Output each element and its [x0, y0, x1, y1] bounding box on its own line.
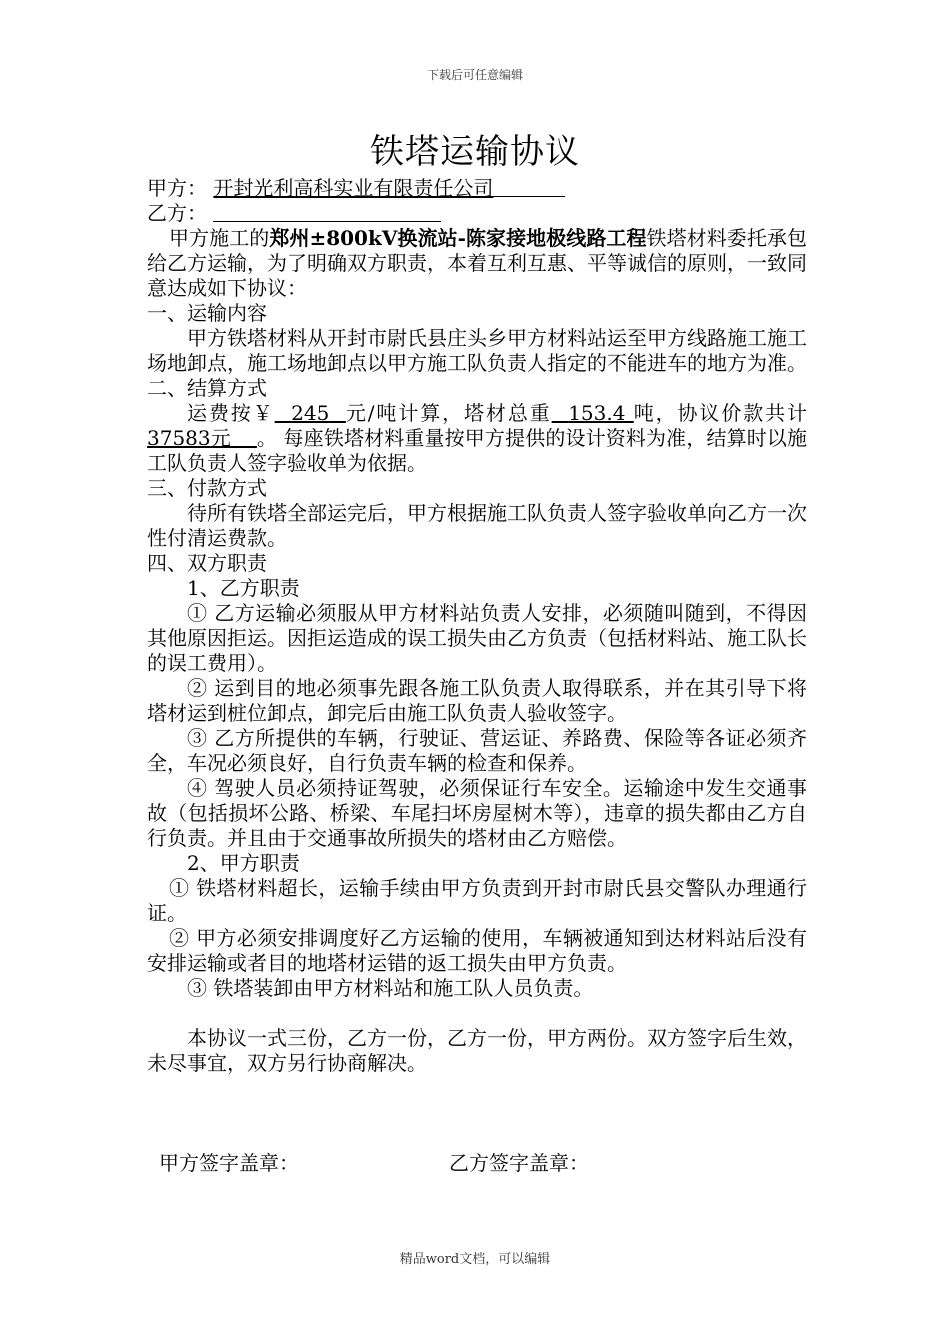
spacer: [147, 1001, 807, 1026]
party-a-signature: 甲方签字盖章：: [159, 1151, 299, 1175]
document-title: 铁塔运输协议: [370, 132, 580, 172]
closing-paragraph: 本协议一式三份，乙方一份，乙方一份，甲方两份。双方签字后生效，未尽事宜，双方另行协商解决。: [147, 1026, 807, 1075]
party-b-duty-4: ④ 驾驶人员必须持证驾驶，必须保证行车安全。运输途中发生交通事故（包括损坏公路、桥梁、车尾扫坏房屋树木等），违章的损失都由乙方自行负责。并且由于交通事故所损失的塔材由乙方赔偿。: [147, 776, 807, 850]
party-b-blank: [213, 203, 441, 222]
rate-unit: 元/吨计算，塔材总重: [345, 401, 552, 425]
spacer: [147, 1076, 807, 1126]
page-footer-note: 精品word文档，可以编辑: [399, 1252, 551, 1267]
intro-post: 铁塔材料委托承包给乙方运输，为了明确双方职责，本着互利互惠、平等诚信的原则，一致同意达成如下协议：: [147, 226, 807, 300]
section-3-title: 三、付款方式: [147, 476, 267, 500]
party-a-underline: [493, 178, 565, 197]
agreement-body: [147, 176, 807, 1176]
signature-row: [147, 1151, 807, 1176]
party-a-duty-1: ① 铁塔材料超长，运输手续由甲方负责到开封市尉氏县交警队办理通行证。: [147, 876, 807, 925]
project-name: 郑州±800kV换流站-陈家接地极线路工程: [269, 226, 647, 250]
party-b-duty-3: ③ 乙方所提供的车辆，行驶证、营运证、养路费、保险等各证必须齐全，车况必须良好，自行负责车辆的检查和保养。: [147, 726, 807, 775]
settlement-note: 。 每座铁塔材料重量按甲方提供的设计资料为准，结算时以施工队负责人签字验收单为依据。: [147, 426, 808, 475]
party-a-duties-title: 2、甲方职责: [187, 851, 300, 875]
section-1-text: 甲方铁塔材料从开封市尉氏县庄头乡甲方材料站运至甲方线路施工施工场地卸点，施工场地卸点以甲方施工队负责人指定的不能进车的地方为准。: [147, 326, 807, 375]
weight-unit: 吨，协议价款共计: [633, 401, 808, 425]
intro-paragraph: [147, 226, 807, 301]
section-3-text: 待所有铁塔全部运完后，甲方根据施工队负责人签字验收单向乙方一次性付清运费款。: [147, 501, 807, 550]
party-a-duty-3: ③ 铁塔装卸由甲方材料站和施工队人员负责。: [187, 976, 594, 1000]
party-b-signature: 乙方签字盖章：: [449, 1151, 589, 1175]
rate-prefix: 运费按￥: [187, 401, 275, 425]
section-4-title: 四、双方职责: [147, 551, 267, 575]
party-b-label: 乙方：: [147, 201, 207, 225]
party-a-label: 甲方：: [147, 176, 207, 200]
spacer: [147, 1126, 807, 1151]
party-a-line: [147, 176, 807, 201]
party-b-line: [147, 201, 807, 226]
rate-value: 245: [291, 401, 330, 425]
party-b-duties-title: 1、乙方职责: [187, 576, 300, 600]
party-a-duty-2: ② 甲方必须安排调度好乙方运输的使用，车辆被通知到达材料站后没有安排运输或者目的地塔材运错的返工损失由甲方负责。: [147, 926, 807, 975]
total-value: 37583元: [147, 426, 231, 450]
section-1-title: 一、运输内容: [147, 301, 267, 325]
party-a-name: 开封光利高科实业有限责任公司: [213, 176, 494, 200]
section-2-text: [147, 401, 807, 476]
party-b-duty-1: ① 乙方运输必须服从甲方材料站负责人安排，必须随叫随到，不得因其他原因拒运。因拒运造成的误工损失由乙方负责（包括材料站、施工队长的误工费用）。: [147, 601, 807, 675]
page-header-note: 下载后可任意编辑: [426, 68, 523, 82]
intro-pre: 甲方施工的: [169, 226, 270, 250]
weight-value: 153.4: [568, 401, 626, 425]
section-2-title: 二、结算方式: [147, 376, 267, 400]
party-b-duty-2: ② 运到目的地必须事先跟各施工队负责人取得联系，并在其引导下将塔材运到桩位卸点，卸完后由施工队负责人验收签字。: [147, 676, 807, 725]
